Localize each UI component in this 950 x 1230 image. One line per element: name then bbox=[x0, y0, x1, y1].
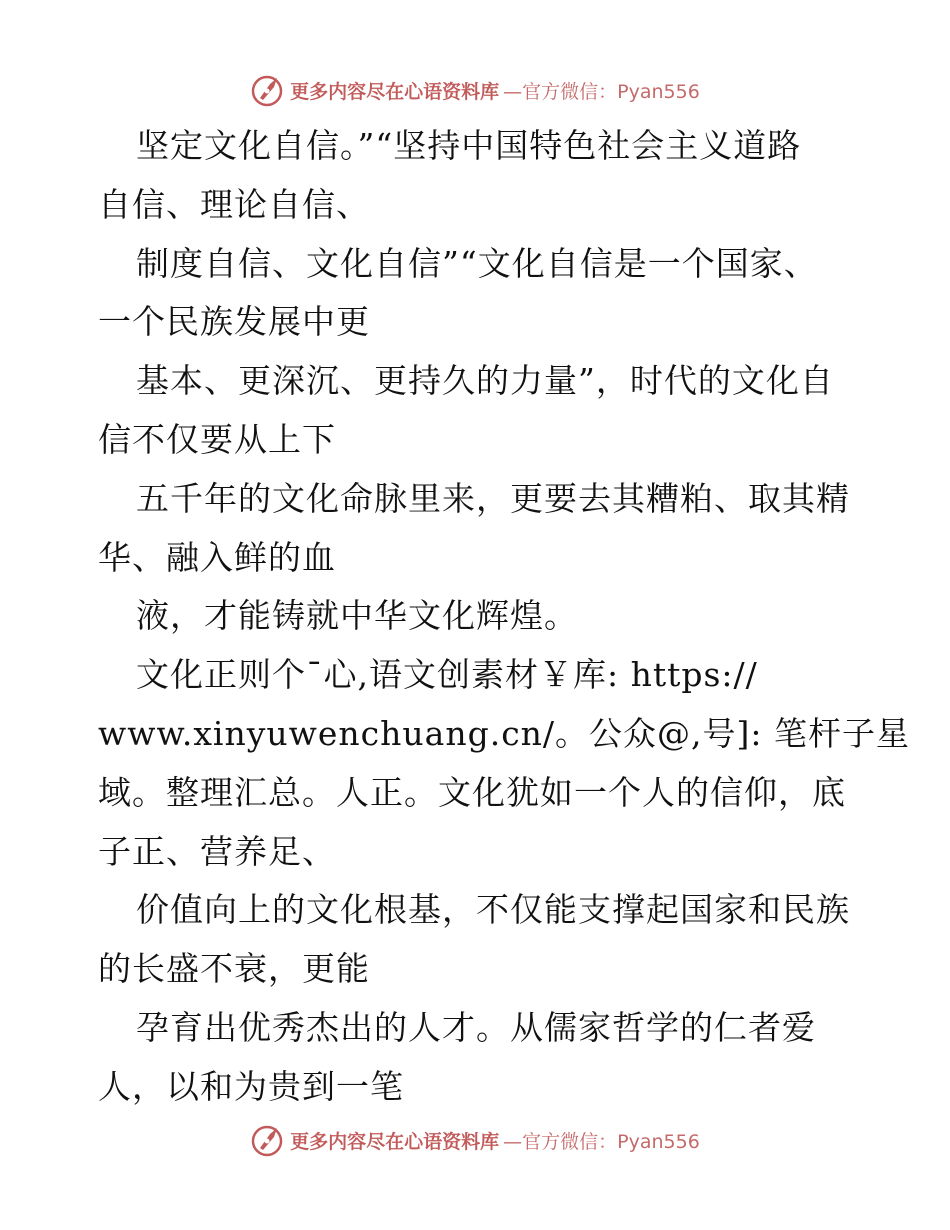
text-line: 文化正则个¯心,语文创素材￥库: https:// bbox=[136, 655, 758, 695]
text-line: 液，才能铸就中华文化辉煌。 bbox=[136, 596, 578, 636]
pen-nib-logo-icon bbox=[250, 1122, 286, 1158]
text-line: 价值向上的文化根基，不仅能支撑起国家和民族 bbox=[136, 890, 850, 930]
text-line: 基本、更深沉、更持久的力量”，时代的文化自 bbox=[136, 361, 834, 401]
text-line: 人，以和为贵到一笔 bbox=[98, 1066, 404, 1106]
text-line: 信不仅要从上下 bbox=[98, 419, 336, 459]
banner-main-text: 更多内容尽在心语资料库 bbox=[290, 1130, 500, 1153]
text-line: 一个民族发展中更 bbox=[98, 302, 370, 342]
footer-banner bbox=[250, 1122, 700, 1158]
page-header bbox=[0, 68, 950, 112]
text-line: 五千年的文化命脉里来，更要去其糟粕、取其精 bbox=[136, 478, 850, 518]
header-banner bbox=[250, 72, 700, 108]
document-body bbox=[98, 117, 911, 1117]
text-line: 自信、理论自信、 bbox=[98, 184, 370, 224]
text-line: 孕育出优秀杰出的人才。从儒家哲学的仁者爱 bbox=[136, 1007, 816, 1047]
text-line: 域。整理汇总。人正。文化犹如一个人的信仰，底 bbox=[98, 772, 846, 812]
text-line: 坚定文化自信。”“坚持中国特色社会主义道路 bbox=[136, 126, 802, 165]
banner-sub-text: —官方微信：Pyan556 bbox=[503, 80, 700, 103]
pen-nib-logo-icon bbox=[250, 72, 286, 108]
text-line: 的长盛不衰，更能 bbox=[98, 949, 370, 989]
banner-main-text: 更多内容尽在心语资料库 bbox=[290, 80, 500, 103]
text-line: 子正、营养足、 bbox=[98, 831, 336, 871]
text-line: www.xinyuwenchuang.cn/。公众@,号]: 笔杆子星 bbox=[98, 713, 911, 753]
text-line: 华、融入鲜的血 bbox=[98, 537, 336, 577]
text-line: 制度自信、文化自信”“文化自信是一个国家、 bbox=[136, 243, 818, 283]
page-footer bbox=[0, 1118, 950, 1162]
banner-sub-text: —官方微信：Pyan556 bbox=[503, 1130, 700, 1153]
